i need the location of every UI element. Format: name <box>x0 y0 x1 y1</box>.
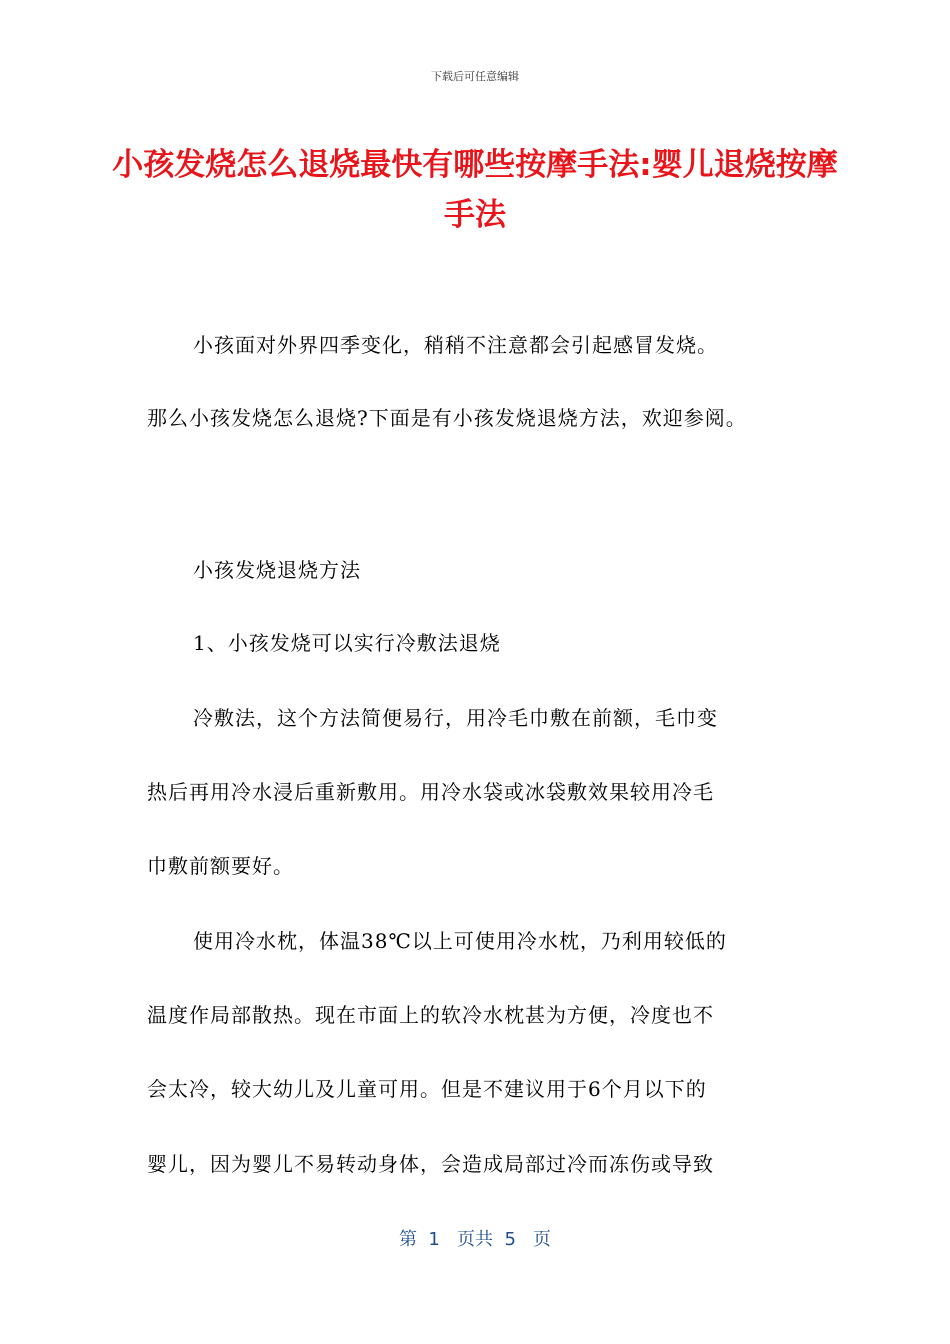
paragraph-cold-line-2: 热后再用冷水浸后重新敷用。用冷水袋或冰袋敷效果较用冷毛 <box>147 780 714 804</box>
document-title: 小孩发烧怎么退烧最快有哪些按摩手法:婴儿退烧按摩手法 <box>112 147 838 233</box>
paragraph-intro-line-2: 那么小孩发烧怎么退烧?下面是有小孩发烧退烧方法，欢迎参阅。 <box>147 406 747 430</box>
page-footer: 第 1 页共 5 页 <box>398 1229 552 1250</box>
list-item-1: 1、小孩发烧可以实行冷敷法退烧 <box>193 631 501 655</box>
paragraph-pillow-line-4: 婴儿，因为婴儿不易转动身体，会造成局部过冷而冻伤或导致 <box>147 1152 714 1176</box>
section-heading: 小孩发烧退烧方法 <box>193 558 361 582</box>
paragraph-pillow-line-1: 使用冷水枕，体温38℃以上可使用冷水枕，乃利用较低的 <box>193 929 727 953</box>
paragraph-cold-line-3: 巾敷前额要好。 <box>147 854 294 878</box>
paragraph-cold-line-1: 冷敷法，这个方法简便易行，用冷毛巾敷在前额，毛巾变 <box>193 706 718 730</box>
paragraph-pillow-line-2: 温度作局部散热。现在市面上的软冷水枕甚为方便，冷度也不 <box>147 1003 714 1027</box>
header-note: 下载后可任意编辑 <box>431 70 519 83</box>
paragraph-pillow-line-3: 会太冷，较大幼儿及儿童可用。但是不建议用于6个月以下的 <box>147 1077 707 1101</box>
paragraph-intro-line-1: 小孩面对外界四季变化，稍稍不注意都会引起感冒发烧。 <box>193 333 718 357</box>
